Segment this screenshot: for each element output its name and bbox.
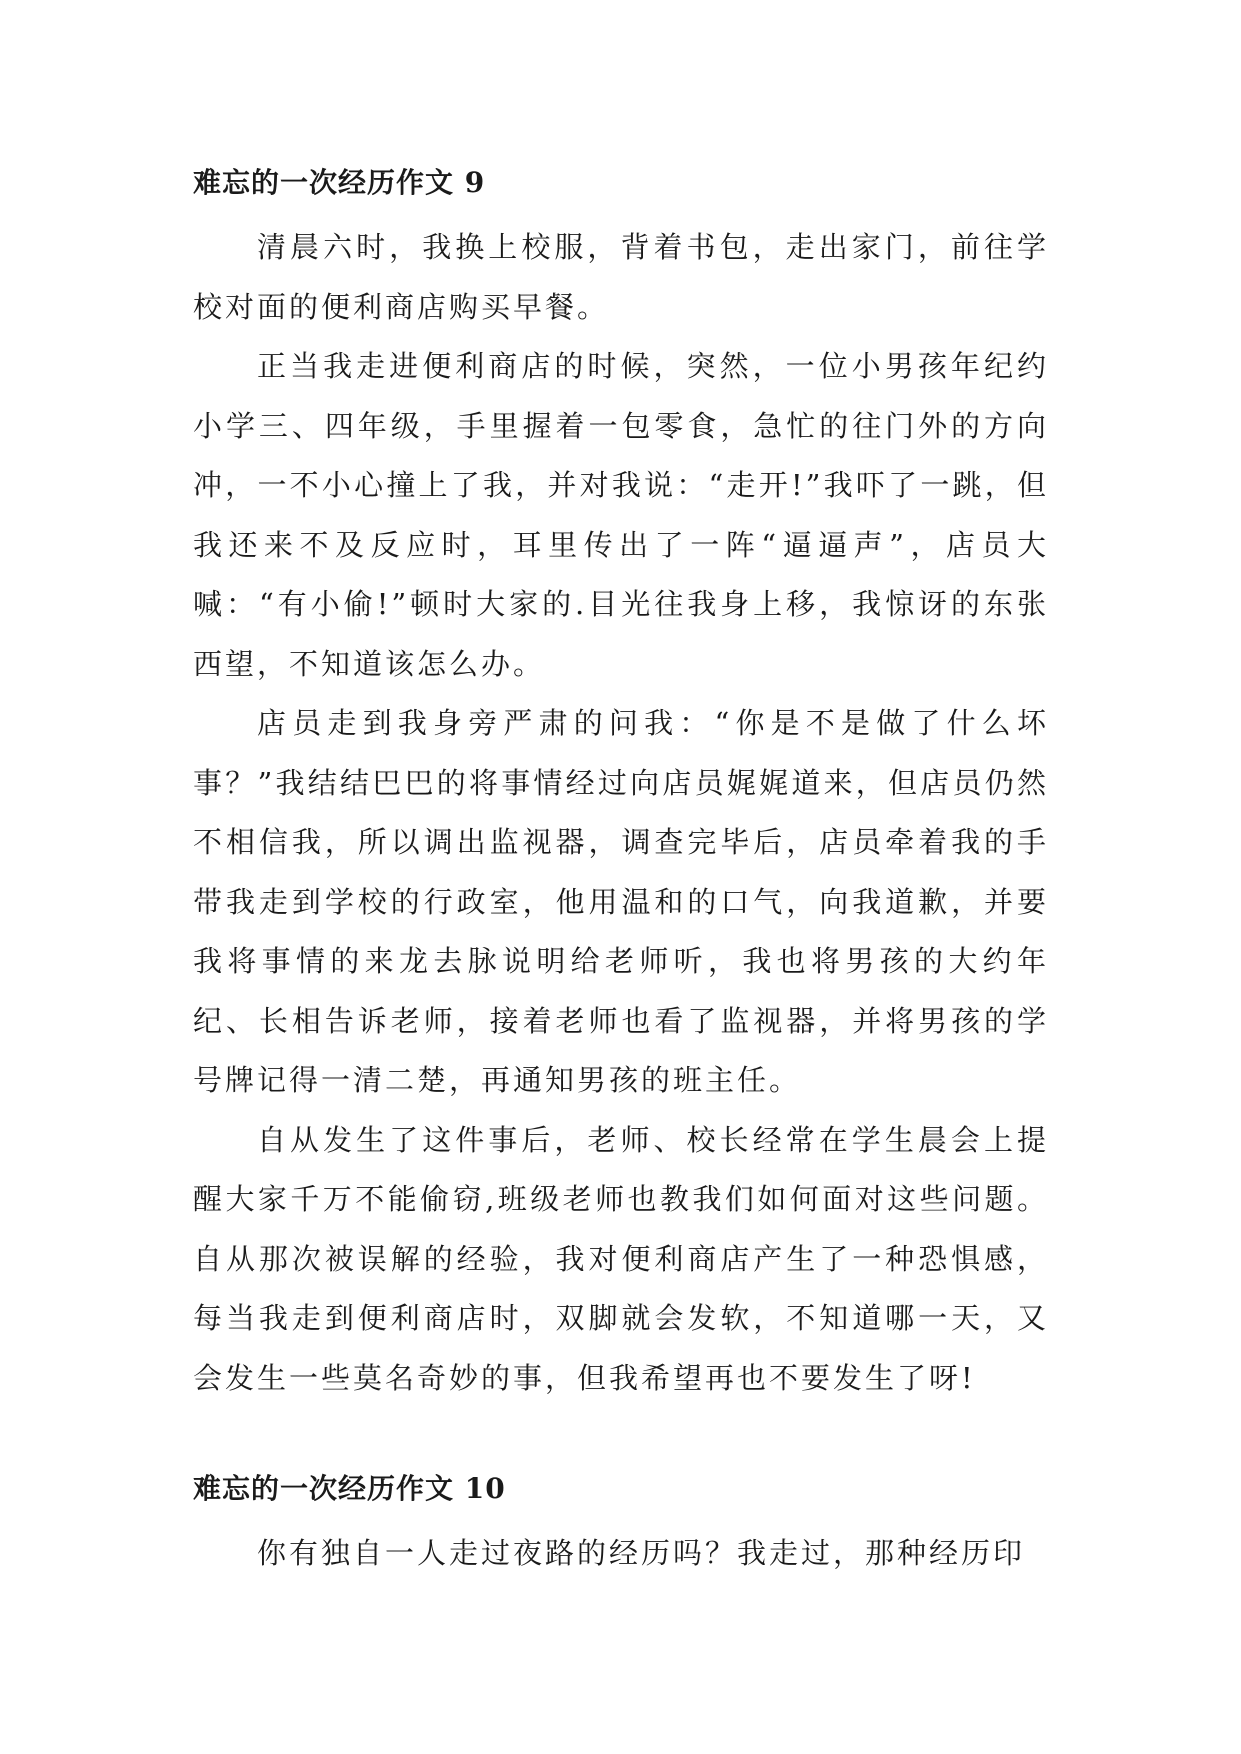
essay-title: 难忘的一次经历作文 9 xyxy=(193,166,486,199)
essay-section-10 xyxy=(193,1470,1049,1584)
essay-section-9 xyxy=(193,164,1049,1408)
paragraph: 自从发生了这件事后，老师、校长经常在学生晨会上提醒大家千万不能偷窃,班级老师也教我们如何面对这些问题。自从那次被误解的经验，我对便利商店产生了一种恐惧感，每当我走到便利商店时，双脚就会发软，不知道哪一天，又会发生一些莫名奇妙的事，但我希望再也不要发生了呀! xyxy=(193,1122,1049,1395)
essay-title: 难忘的一次经历作文 10 xyxy=(193,1472,506,1505)
document-body xyxy=(193,164,1049,1584)
paragraph: 店员走到我身旁严肃的问我：“你是不是做了什么坏事？”我结结巴巴的将事情经过向店员娓娓道来，但店员仍然不相信我，所以调出监视器，调查完毕后，店员牵着我的手带我走到学校的行政室，他用温和的口气，向我道歉，并要我将事情的来龙去脉说明给老师听，我也将男孩的大约年纪、长相告诉老师，接着老师也看了监视器，并将男孩的学号牌记得一清二楚，再通知男孩的班主任。 xyxy=(193,706,1049,1097)
paragraph: 正当我走进便利商店的时候，突然，一位小男孩年纪约小学三、四年级，手里握着一包零食，急忙的往门外的方向冲，一不小心撞上了我，并对我说：“走开!”我吓了一跳，但我还来不及反应时，耳里传出了一阵“逼逼声”，店员大喊：“有小偷!”顿时大家的.目光往我身上移，我惊讶的东张西望，不知道该怎么办。 xyxy=(193,349,1049,681)
paragraph: 你有独自一人走过夜路的经历吗？我走过，那种经历印 xyxy=(257,1536,1026,1570)
paragraph: 清晨六时，我换上校服，背着书包，走出家门，前往学校对面的便利商店购买早餐。 xyxy=(193,230,1049,324)
